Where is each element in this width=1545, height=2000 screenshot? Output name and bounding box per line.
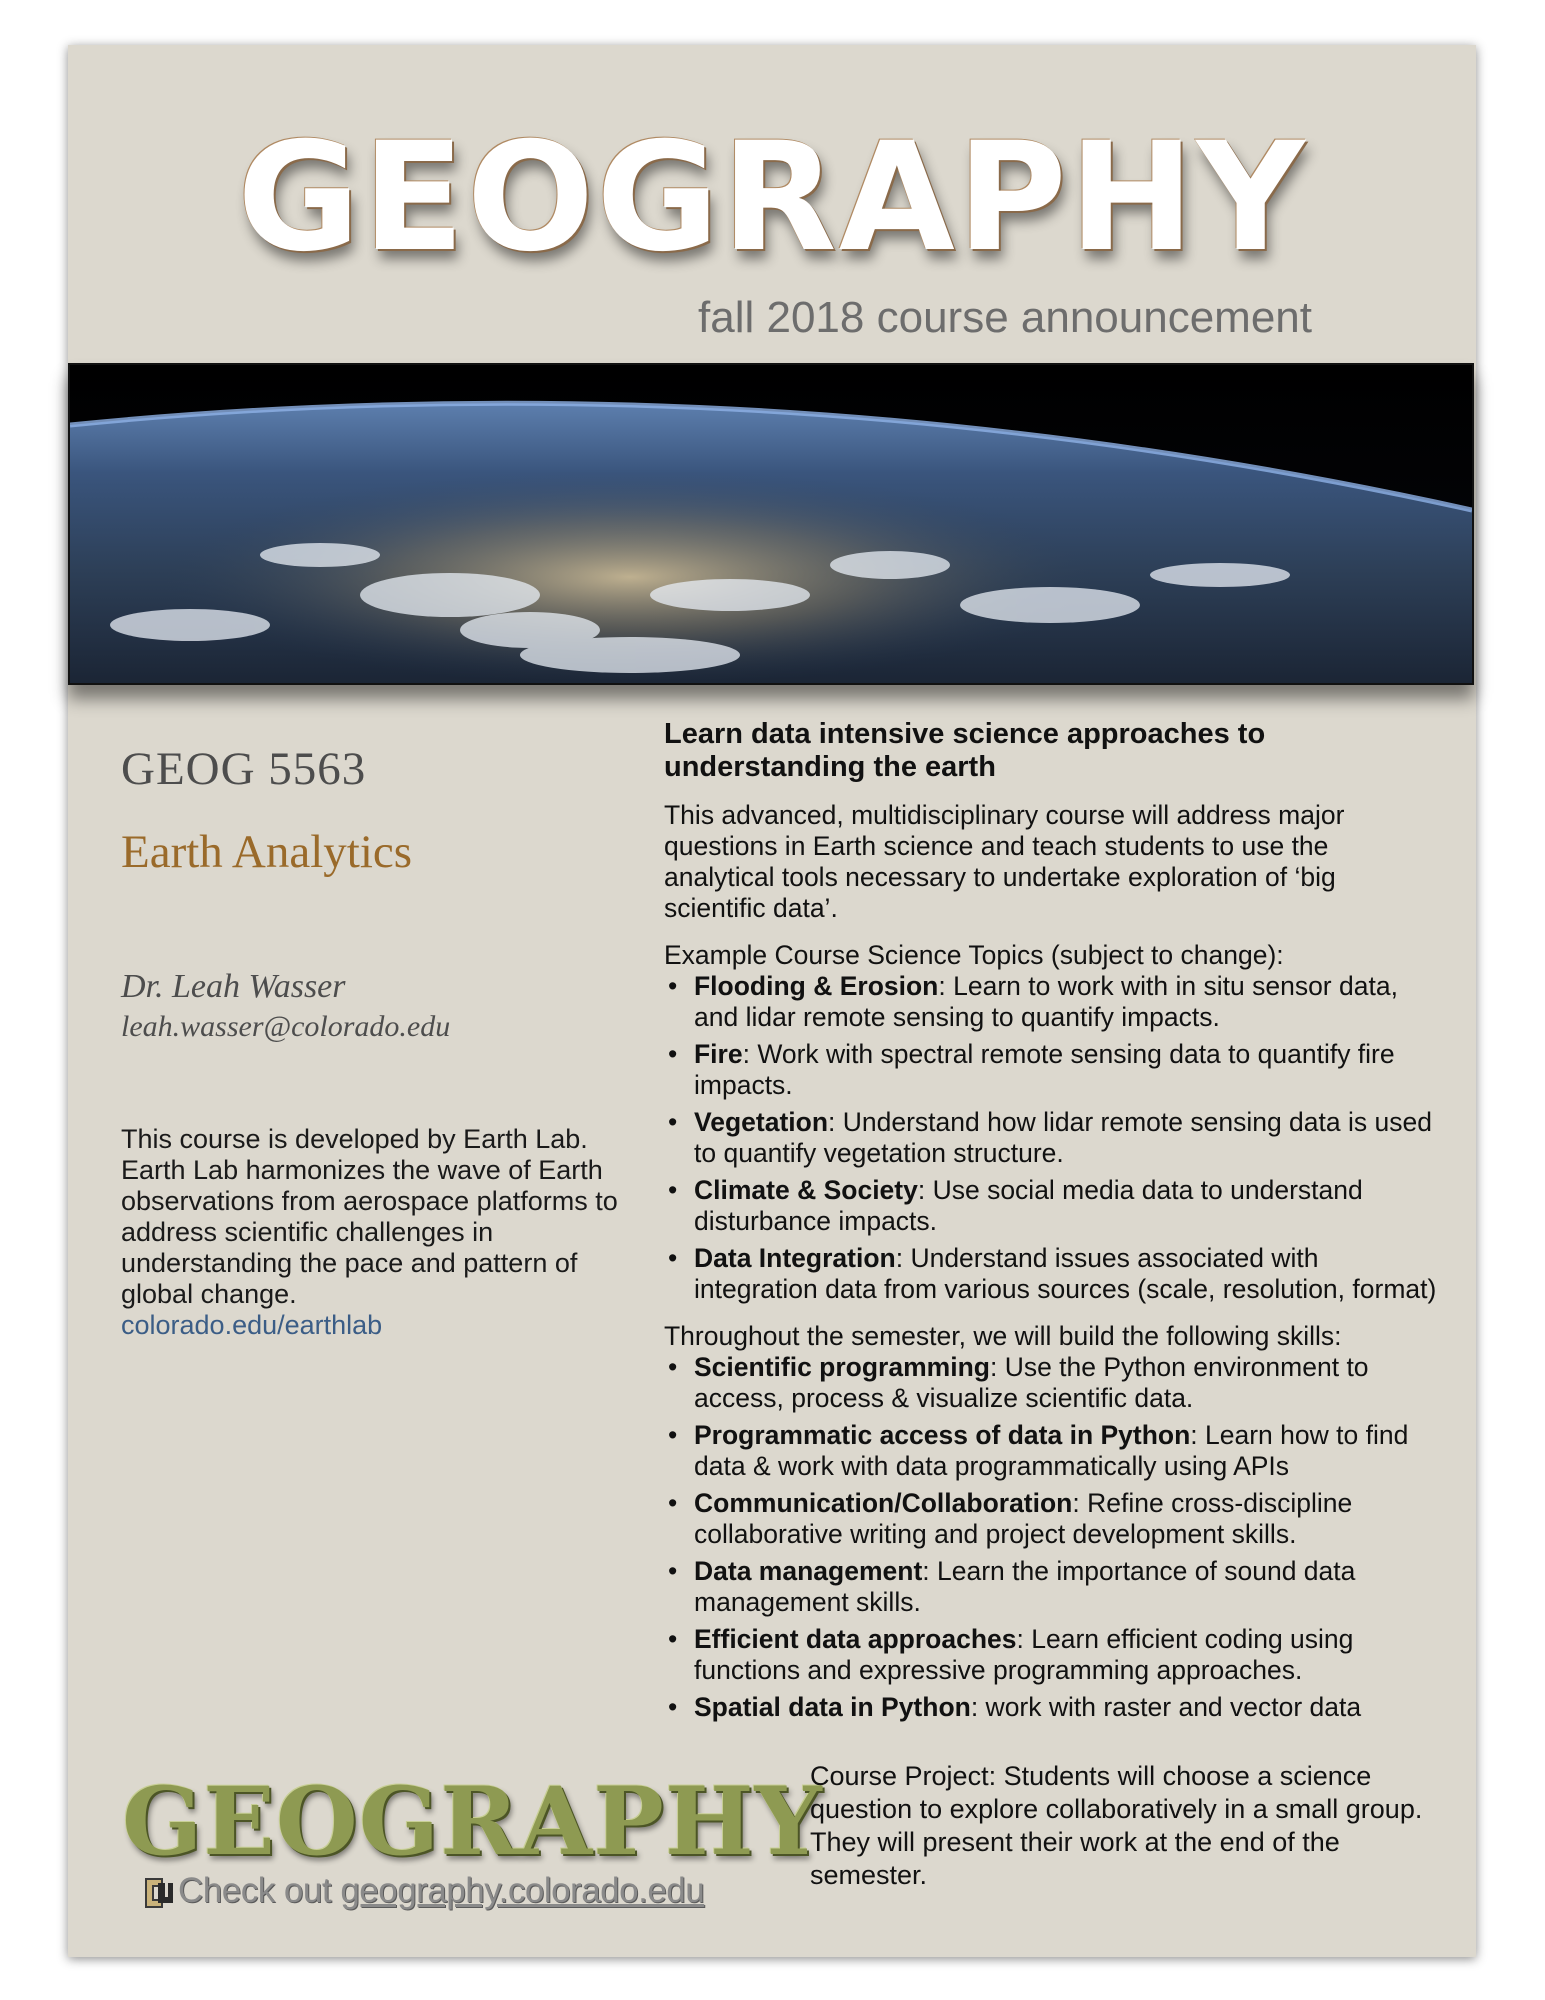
earth-lab-description (121, 1124, 621, 1341)
course-details (664, 718, 1444, 1739)
geography-site-link[interactable]: geography.colorado.edu (340, 1871, 705, 1910)
list-item: • Flooding & Erosion: Learn to work with in situ sensor data, and lidar remote sensing to quantify impacts. (664, 971, 1444, 1033)
list-item: • Vegetation: Understand how lidar remote sensing data is used to quantify vegetation structure. (664, 1107, 1444, 1169)
course-code: GEOG 5563 (121, 743, 367, 795)
course-intro: This advanced, multidisciplinary course will address major questions in Earth science and teach students to use the analytical tools necessary to undertake exploration of ‘big scientific data’. (664, 800, 1345, 923)
skills-list (664, 1352, 1444, 1723)
geography-site-callout[interactable] (144, 1871, 704, 1911)
geography-department-logo[interactable] (122, 1767, 823, 1915)
instructor-email: leah.wasser@colorado.edu (121, 1010, 451, 1043)
page-title: GEOGRAPHY (237, 111, 1307, 285)
topics-intro: Example Course Science Topics (subject to change): (664, 940, 1284, 970)
instructor-name: Dr. Leah Wasser (121, 968, 346, 1005)
flyer-page (68, 45, 1476, 1957)
cu-logo-icon (144, 1877, 174, 1909)
course-name: Earth Analytics (121, 826, 413, 878)
list-item: • Climate & Society: Use social media data to understand disturbance impacts. (664, 1175, 1444, 1237)
geography-logo-word: GEOGRAPHY (122, 1767, 823, 1877)
callout-prefix: Check out (178, 1871, 341, 1910)
list-item: • Communication/Collaboration: Refine cross-discipline collaborative writing and project development skills. (664, 1488, 1444, 1550)
topics-list (664, 971, 1444, 1305)
list-item: • Spatial data in Python: work with raster and vector data (664, 1692, 1444, 1723)
earthlab-link[interactable]: colorado.edu/earthlab (121, 1310, 383, 1340)
earth-horizon-image (68, 363, 1474, 685)
list-item: • Programmatic access of data in Python: Learn how to find data & work with data programmatically using APIs (664, 1420, 1444, 1482)
list-item: • Fire: Work with spectral remote sensing data to quantify fire impacts. (664, 1039, 1444, 1101)
course-project-description: Course Project: Students will choose a science question to explore collaboratively in a small group. They will present their work at the end of the semester. (810, 1761, 1423, 1890)
list-item: • Data Integration: Understand issues associated with integration data from various sources (scale, resolution, format) (664, 1243, 1444, 1305)
main-heading: Learn data intensive science approaches to understanding the earth (664, 718, 1266, 783)
skills-intro: Throughout the semester, we will build the following skills: (664, 1321, 1342, 1351)
list-item: • Data management: Learn the importance of sound data management skills. (664, 1556, 1444, 1618)
list-item: • Scientific programming: Use the Python environment to access, process & visualize scientific data. (664, 1352, 1444, 1414)
announcement-subtitle: fall 2018 course announcement (698, 293, 1312, 342)
about-text: This course is developed by Earth Lab. Earth Lab harmonizes the wave of Earth observations from aerospace platforms to address scientific challenges in understanding the pace and pattern of global change. (121, 1124, 618, 1309)
list-item: • Efficient data approaches: Learn efficient coding using functions and expressive programming approaches. (664, 1624, 1444, 1686)
